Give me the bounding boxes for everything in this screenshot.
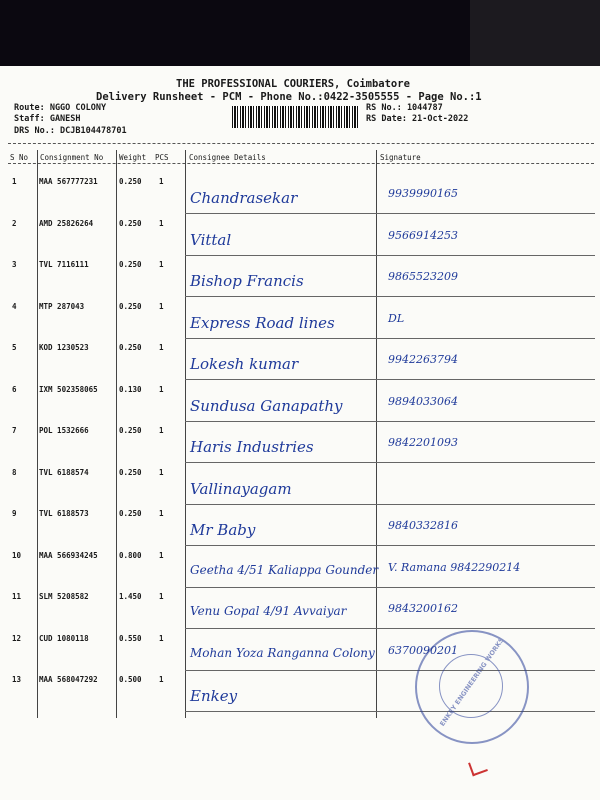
row-sno: 11 — [12, 592, 22, 601]
row-pcs: 1 — [159, 343, 164, 352]
row-consignment: MAA 566934245 — [39, 550, 98, 560]
row-consignee-handwriting: Express Road lines — [190, 313, 335, 332]
company-title: THE PROFESSIONAL COURIERS, Coimbatore — [176, 78, 410, 90]
row-sno: 4 — [12, 301, 17, 311]
divider — [8, 163, 594, 164]
row-weight: 0.130 — [119, 384, 142, 394]
row-consignment: TVL 7116111 — [39, 260, 89, 269]
row-weight: 0.250 — [119, 426, 142, 435]
row-weight: 0.250 — [119, 218, 142, 228]
row-signature: 9842201093 — [388, 436, 458, 449]
col-weight: Weight — [119, 153, 147, 162]
row-consignment: CUD 1080118 — [39, 633, 89, 643]
row-signature: DL — [388, 311, 405, 325]
row-weight: 0.500 — [119, 675, 142, 684]
divider — [8, 143, 594, 144]
row-consignment: MAA 568047292 — [39, 675, 98, 684]
row-pcs: 1 — [159, 218, 164, 228]
row-divider — [185, 504, 595, 505]
col-pcs: PCS — [155, 153, 169, 162]
row-consignee-handwriting: Mr Baby — [190, 521, 256, 539]
col-signature: Signature — [380, 153, 421, 162]
row-sno: 12 — [12, 633, 22, 643]
row-sno: 8 — [12, 467, 17, 477]
row-signature: 9843200162 — [388, 602, 458, 615]
col-line — [116, 150, 117, 718]
row-weight: 1.450 — [119, 592, 142, 601]
row-consignee-handwriting: Chandrasekar — [190, 189, 298, 207]
row-sno: 3 — [12, 260, 17, 269]
row-signature: 6370090201 — [388, 643, 458, 657]
row-pcs: 1 — [159, 675, 164, 684]
row-weight: 0.250 — [119, 260, 142, 269]
row-signature: V. Ramana 9842290214 — [388, 560, 521, 574]
row-consignee-handwriting: Bishop Francis — [190, 272, 304, 290]
row-consignee-handwriting: Mohan Yoza Ranganna Colony — [190, 645, 375, 660]
row-consignment: POL 1532666 — [39, 426, 89, 435]
row-weight: 0.550 — [119, 633, 142, 643]
row-signature: 9566914253 — [388, 228, 458, 242]
row-divider — [185, 670, 595, 671]
row-pcs: 1 — [159, 509, 164, 518]
row-pcs: 1 — [159, 301, 164, 311]
col-line — [185, 150, 186, 718]
row-divider — [185, 213, 595, 214]
barcode — [232, 106, 360, 128]
dark-background — [0, 0, 600, 66]
row-pcs: 1 — [159, 467, 164, 477]
company-stamp — [415, 630, 529, 744]
staff: Staff: GANESH — [14, 114, 81, 124]
col-line — [37, 150, 38, 718]
col-consignment: Consignment No — [40, 153, 104, 162]
row-signature: 9942263794 — [388, 353, 458, 366]
col-sno: S No — [10, 153, 29, 162]
row-weight: 0.250 — [119, 343, 142, 352]
row-divider — [185, 587, 595, 588]
row-divider — [185, 296, 595, 297]
row-consignment: TVL 6188574 — [39, 467, 89, 477]
stamp-text: ENKEY ENGINEERING WORKS — [438, 636, 506, 728]
row-divider — [185, 379, 595, 380]
row-consignee-handwriting: Enkey — [190, 687, 238, 705]
row-signature: 9894033064 — [388, 394, 458, 408]
row-weight: 0.250 — [119, 509, 142, 518]
row-consignment: MTP 287043 — [39, 301, 85, 311]
rs-number: RS No.: 1044787 — [366, 103, 443, 113]
route: Route: NGGO COLONY — [14, 103, 107, 113]
row-divider — [185, 711, 595, 712]
row-sno: 6 — [12, 384, 17, 394]
drs-number: DRS No.: DCJB104478701 — [14, 126, 127, 136]
row-sno: 7 — [12, 426, 17, 435]
runsheet-title: Delivery Runsheet - PCM - Phone No.:0422-3505555 - Page No.:1 — [96, 91, 482, 103]
row-sno: 10 — [12, 550, 22, 560]
row-sno: 9 — [12, 509, 17, 518]
row-consignment: AMD 25826264 — [39, 218, 94, 228]
row-consignee-handwriting: Vittal — [190, 230, 232, 249]
row-consignee-handwriting: Sundusa Ganapathy — [190, 396, 343, 415]
row-divider — [185, 628, 595, 629]
row-consignee-handwriting: Venu Gopal 4/91 Avvaiyar — [190, 604, 347, 618]
row-pcs: 1 — [159, 260, 164, 269]
row-divider — [185, 462, 595, 463]
row-sno: 13 — [12, 675, 22, 684]
row-signature: 9865523209 — [388, 270, 458, 283]
row-divider — [185, 545, 595, 546]
row-consignee-handwriting: Haris Industries — [190, 438, 314, 456]
row-consignment: IXM 502358065 — [39, 384, 98, 394]
row-signature: 9840332816 — [388, 519, 458, 532]
row-pcs: 1 — [159, 426, 164, 435]
row-consignment: TVL 6188573 — [39, 509, 89, 518]
row-pcs: 1 — [159, 633, 164, 643]
row-divider — [185, 421, 595, 422]
row-sno: 2 — [12, 218, 17, 228]
row-pcs: 1 — [159, 177, 164, 186]
row-weight: 0.800 — [119, 550, 142, 560]
row-weight: 0.250 — [119, 467, 142, 477]
row-pcs: 1 — [159, 550, 164, 560]
row-consignment: SLM 5208582 — [39, 592, 89, 601]
row-consignee-handwriting: Lokesh kumar — [190, 355, 299, 373]
row-consignee-handwriting: Geetha 4/51 Kaliappa Gounder — [190, 562, 379, 577]
row-divider — [185, 255, 595, 256]
row-divider — [185, 338, 595, 339]
row-pcs: 1 — [159, 592, 164, 601]
row-consignee-handwriting: Vallinayagam — [190, 479, 292, 498]
row-weight: 0.250 — [119, 177, 142, 186]
row-sno: 1 — [12, 177, 17, 186]
col-consignee: Consignee Details — [189, 153, 266, 162]
row-sno: 5 — [12, 343, 17, 352]
rs-date: RS Date: 21-Oct-2022 — [366, 114, 469, 124]
row-weight: 0.250 — [119, 301, 142, 311]
col-line — [376, 150, 377, 718]
row-pcs: 1 — [159, 384, 164, 394]
row-signature: 9939990165 — [388, 187, 458, 200]
row-consignment: KOD 1230523 — [39, 343, 89, 352]
row-consignment: MAA 567777231 — [39, 177, 98, 186]
